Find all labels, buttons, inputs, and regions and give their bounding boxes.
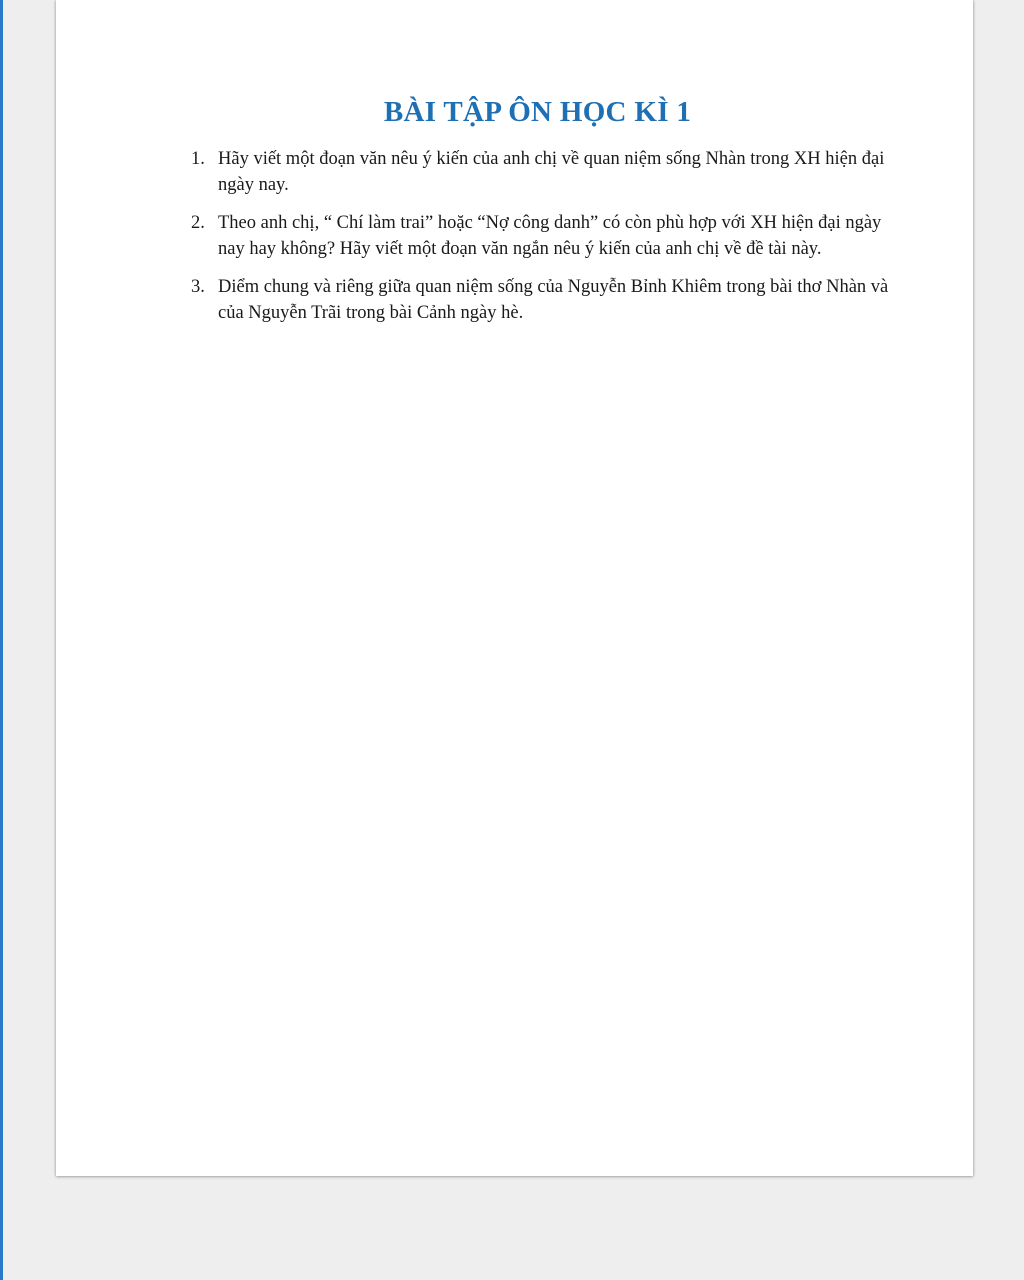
document-title: BÀI TẬP ÔN HỌC KÌ 1: [383, 96, 692, 128]
question-text: Diểm chung và riêng giữa quan niệm sống của Nguyễn Bỉnh Khiêm trong bài thơ Nhàn và của Nguyễn Trãi trong bài Cảnh ngày hè.: [218, 277, 889, 323]
window-left-border: [0, 0, 3, 1280]
question-item-1: [191, 146, 907, 198]
question-text: Hãy viết một đoạn văn nêu ý kiến của anh chị về quan niệm sống Nhàn trong XH hiện đại ngày nay.: [218, 149, 885, 195]
question-list: [191, 146, 907, 338]
question-item-3: [191, 274, 907, 326]
question-text: Theo anh chị, “ Chí làm trai” hoặc “Nợ công danh” có còn phù hợp với XH hiện đại ngày nay hay không? Hãy viết một đoạn văn ngắn nêu ý kiến của anh chị về đề tài này.: [218, 213, 882, 259]
question-item-2: [191, 210, 907, 262]
question-number: 2.: [191, 213, 205, 233]
document-page[interactable]: [56, 0, 973, 1176]
question-number: 3.: [191, 277, 205, 297]
question-number: 1.: [191, 149, 205, 169]
